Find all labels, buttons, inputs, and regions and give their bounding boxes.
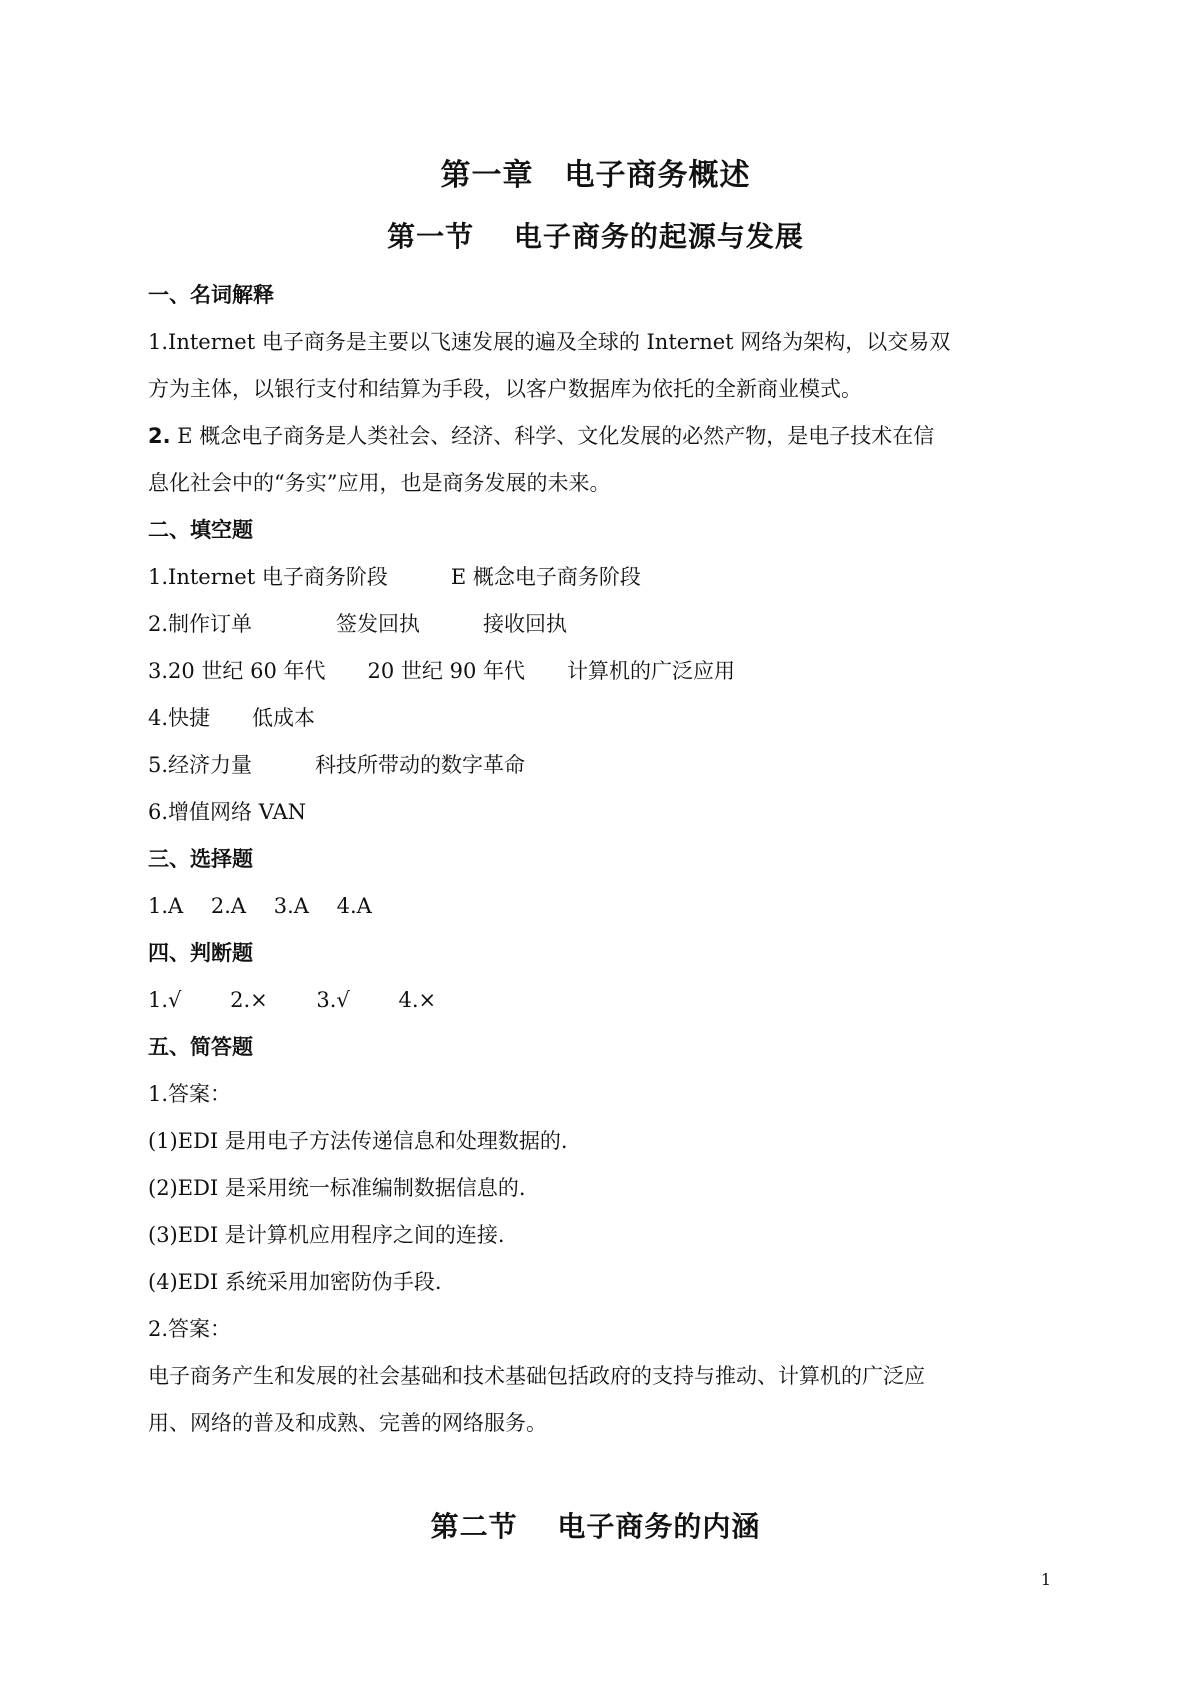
- part1-item1-line1: 1.Internet 电子商务是主要以飞速发展的遍及全球的 Internet 网络为架构，以交易双: [148, 330, 951, 354]
- part5-q2-line-2: 用、网络的普及和成熟、完善的网络服务。: [148, 1411, 547, 1435]
- part1-item2-line2: 息化社会中的“务实”应用，也是商务发展的未来。: [148, 471, 611, 495]
- part1-heading: 一、名词解释: [148, 283, 274, 307]
- part5-q1-point-4: (4)EDI 系统采用加密防伪手段.: [148, 1270, 442, 1294]
- part5-q1-point-2: (2)EDI 是采用统一标准编制数据信息的.: [148, 1176, 526, 1200]
- part2-line-3: 3.20 世纪 60 年代 20 世纪 90 年代 计算机的广泛应用: [148, 659, 735, 683]
- part5-heading: 五、简答题: [148, 1035, 253, 1059]
- part1-item2-number: 2.: [148, 424, 171, 448]
- part1-item1-line2: 方为主体，以银行支付和结算为手段，以客户数据库为依托的全新商业模式。: [148, 377, 862, 401]
- section-title-1: 第一节 电子商务的起源与发展: [387, 220, 804, 253]
- part5-q1-point-1: (1)EDI 是用电子方法传递信息和处理数据的.: [148, 1129, 568, 1153]
- part2-heading: 二、填空题: [148, 518, 253, 542]
- part4-answers: 1.√ 2.× 3.√ 4.×: [148, 988, 437, 1012]
- page-number: 1: [1040, 1570, 1051, 1589]
- part3-answers: 1.A 2.A 3.A 4.A: [148, 894, 372, 918]
- part2-line-1: 1.Internet 电子商务阶段 E 概念电子商务阶段: [148, 565, 641, 589]
- part2-line-5: 5.经济力量 科技所带动的数字革命: [148, 753, 526, 777]
- part2-line-2: 2.制作订单 签发回执 接收回执: [148, 612, 568, 636]
- part4-heading: 四、判断题: [148, 941, 253, 965]
- part5-q1-label: 1.答案：: [148, 1082, 232, 1106]
- chapter-title: 第一章 电子商务概述: [440, 158, 751, 193]
- part5-q1-point-3: (3)EDI 是计算机应用程序之间的连接.: [148, 1223, 505, 1247]
- part1-item2-line1: [148, 413, 1048, 460]
- part5-q2-label: 2.答案：: [148, 1317, 232, 1341]
- content-body: [148, 272, 1048, 1447]
- part1-item2-text: E 概念电子商务是人类社会、经济、科学、文化发展的必然产物，是电子技术在信: [170, 424, 935, 448]
- part2-line-4: 4.快捷 低成本: [148, 706, 316, 730]
- part5-q2-line-1: 电子商务产生和发展的社会基础和技术基础包括政府的支持与推动、计算机的广泛应: [148, 1364, 925, 1388]
- part3-heading: 三、选择题: [148, 847, 253, 871]
- part2-line-6: 6.增值网络 VAN: [148, 800, 306, 824]
- section-title-2: 第二节 电子商务的内涵: [430, 1510, 761, 1543]
